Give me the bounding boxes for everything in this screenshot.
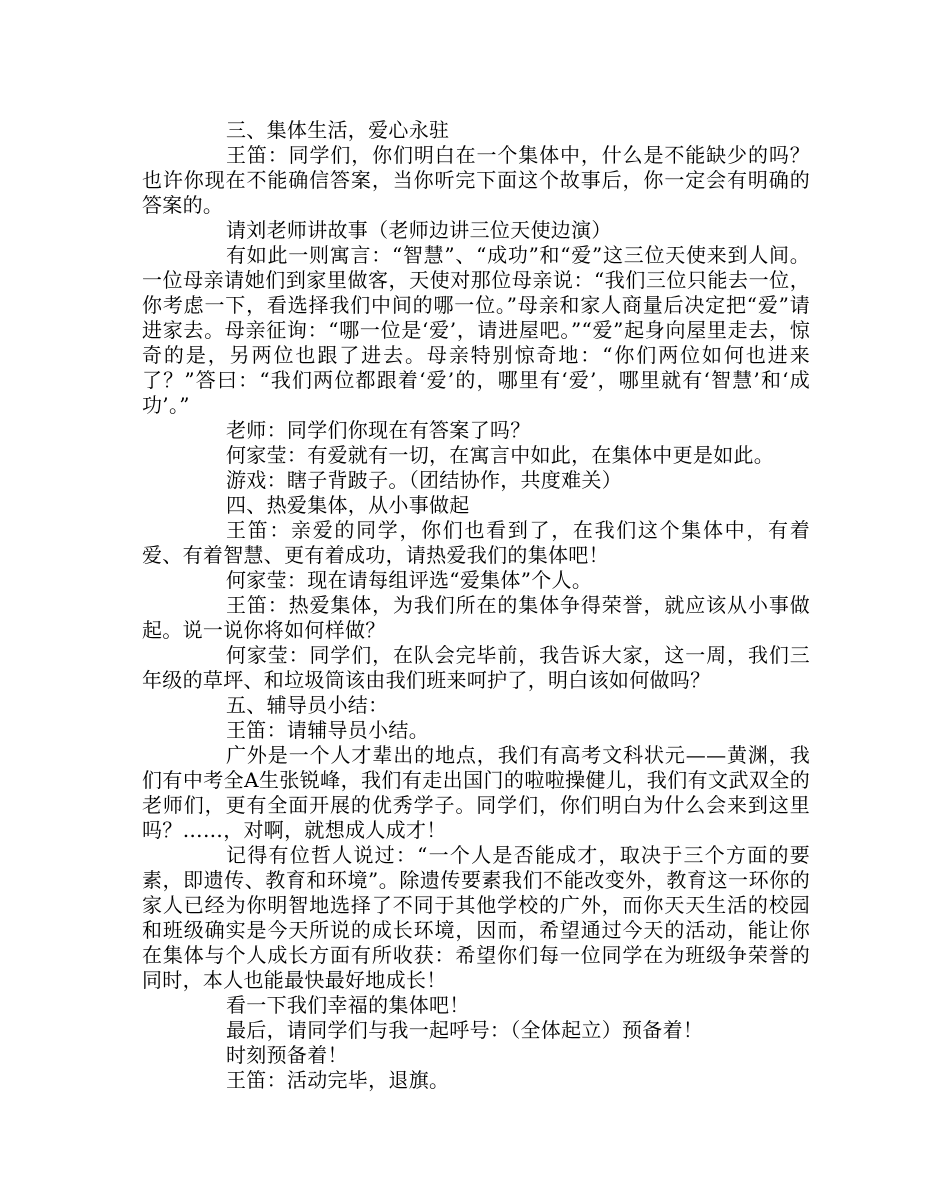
paragraph-fable: 有如此一则寓言：“智慧”、“成功”和“爱”这三位天使来到人间。一位母亲请她们到家里做客，天使对那位母亲说：“我们三位只能去一位，你考虑一下，看选择我们中间的哪一位。”母亲和家人商量后决定把“爱”请进家去。母亲征询：“哪一位是‘爱’，请进屋吧。”“爱”起身向屋里走去，惊奇的是，另两位也跟了进去。母亲特别惊奇地：“你们两位如何也进来了？”答曰：“我们两位都跟着‘爱’的，哪里有‘爱’，哪里就有‘智慧’和‘成功’。” xyxy=(142,243,810,417)
section-heading-3: 三、集体生活，爱心永驻 xyxy=(226,118,450,142)
paragraph: 王笛：请辅导员小结。 xyxy=(226,718,429,742)
paragraph: 最后，请同学们与我一起呼号：（全体起立）预备着！ xyxy=(226,1018,704,1042)
paragraph: 王笛：同学们，你们明白在一个集体中，什么是不能缺少的吗？也许你现在不能确信答案，当你听完下面这个故事后，你一定会有明确的答案的。 xyxy=(142,143,810,217)
paragraph: 时刻预备着！ xyxy=(226,1043,348,1067)
paragraph: 王笛：亲爱的同学，你们也看到了，在我们这个集体中，有着爱、有着智慧、更有着成功，请热爱我们的集体吧！ xyxy=(142,518,810,567)
section-heading-4: 四、热爱集体，从小事做起 xyxy=(226,493,470,517)
paragraph: 何家莹：现在请每组评选“爱集体”个人。 xyxy=(226,568,593,592)
paragraph: 广外是一个人才辈出的地点，我们有高考文科状元——黄渊，我们有中考全A生张锐峰，我们有走出国门的啦啦操健儿，我们有文武双全的老师们，更有全面开展的优秀学子。同学们，你们明白为什么会来到这里吗？……，对啊，就想成人成才！ xyxy=(142,743,810,842)
paragraph: 游戏：瞎子背跛子。（团结协作，共度难关） xyxy=(226,468,622,492)
paragraph: 王笛：热爱集体，为我们所在的集体争得荣誉，就应该从小事做起。说一说你将如何样做？ xyxy=(142,593,810,642)
paragraph: 看一下我们幸福的集体吧！ xyxy=(226,993,470,1017)
paragraph: 记得有位哲人说过：“一个人是否能成才，取决于三个方面的要素，即遗传、教育和环境”。除遗传要素我们不能改变外，教育这一环你的家人已经为你明智地选择了不同于其他学校的广外，而你天天生活的校园和班级确实是今天所说的成长环境，因而，希望通过今天的活动，能让你在集体与个人成长方面有所收获：希望你们每一位同学在为班级争荣誉的同时，本人也能最快最好地成长！ xyxy=(142,843,810,992)
section-heading-5: 五、辅导员小结： xyxy=(226,693,389,717)
paragraph: 王笛：活动完毕，退旗。 xyxy=(226,1068,450,1092)
paragraph: 何家莹：同学们，在队会完毕前，我告诉大家，这一周，我们三年级的草坪、和垃圾筒该由我们班来呵护了，明白该如何做吗？ xyxy=(142,643,810,692)
document-body xyxy=(142,118,810,1093)
paragraph: 老师：同学们你现在有答案了吗？ xyxy=(226,418,531,442)
paragraph: 请刘老师讲故事（老师边讲三位天使边演） xyxy=(226,218,612,242)
paragraph: 何家莹：有爱就有一切，在寓言中如此，在集体中更是如此。 xyxy=(226,443,775,467)
